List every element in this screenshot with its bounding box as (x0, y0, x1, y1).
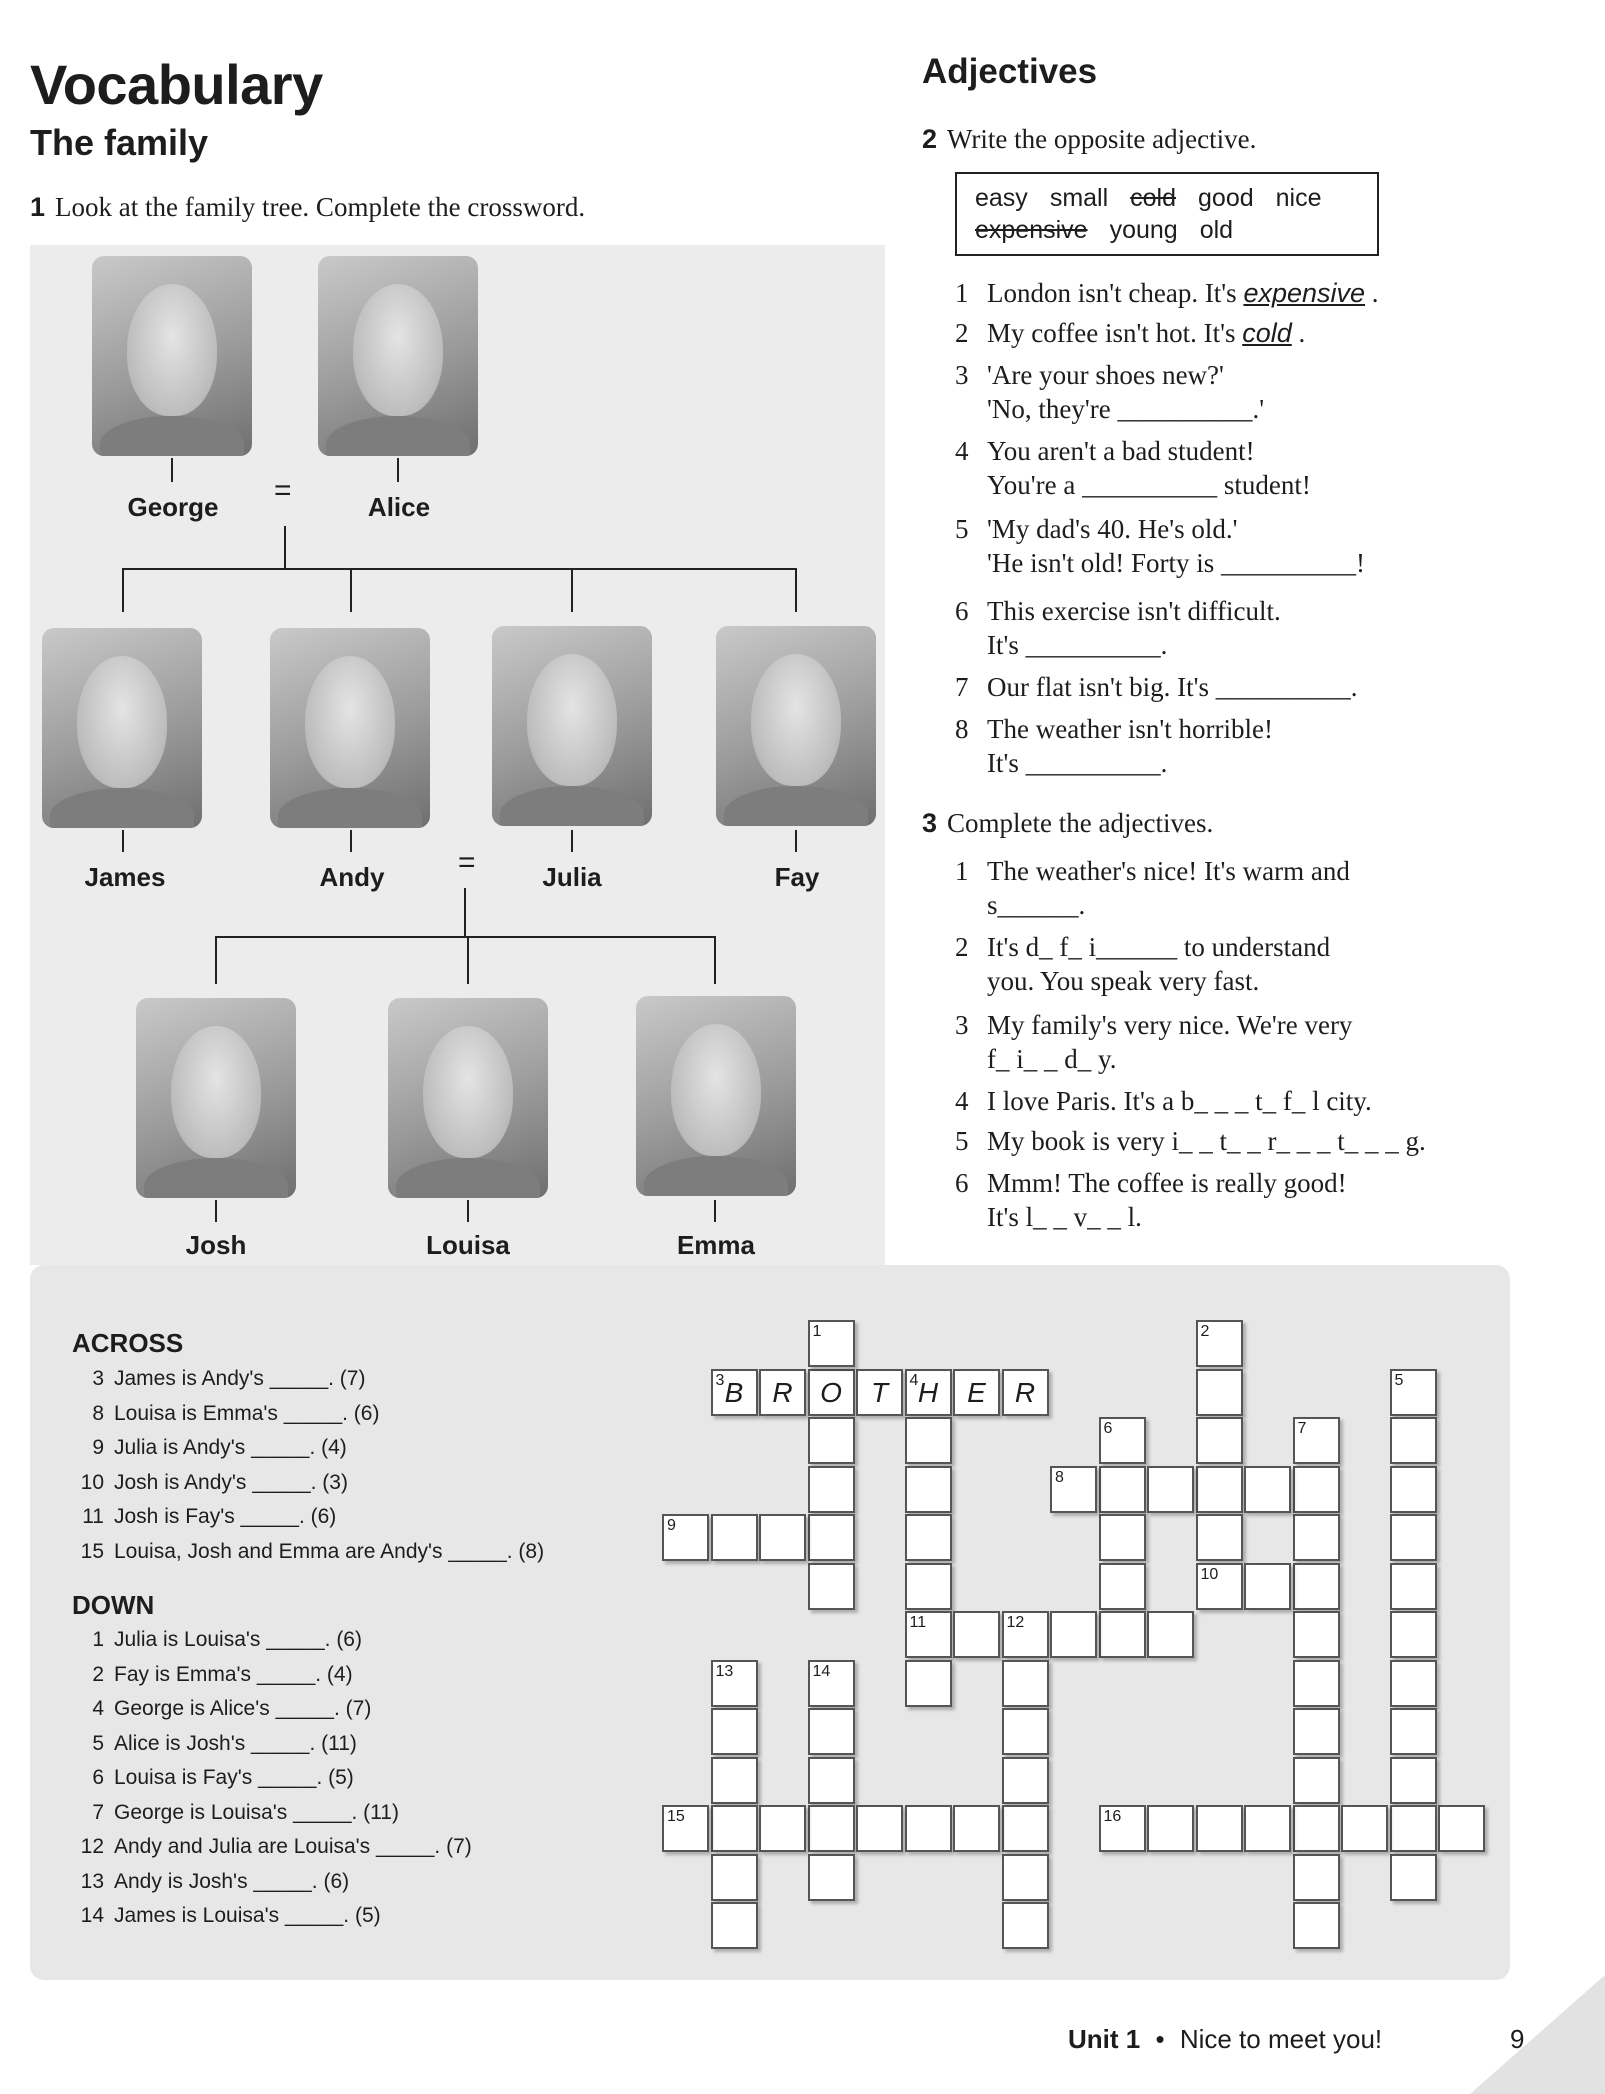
crossword-cell[interactable] (1147, 1805, 1194, 1852)
crossword-cell[interactable] (905, 1805, 952, 1852)
clue-number: 15 (80, 1539, 104, 1563)
crossword-cell[interactable] (1147, 1466, 1194, 1513)
crossword-cell[interactable] (1244, 1805, 1291, 1852)
crossword-cell[interactable] (905, 1417, 952, 1464)
crossword-cell[interactable] (1390, 1369, 1437, 1416)
photo-louisa (388, 998, 548, 1198)
cell-number: 11 (909, 1614, 927, 1631)
crossword-cell[interactable] (1293, 1660, 1340, 1707)
clue-item (72, 1801, 399, 1825)
clue-number: 11 (82, 1505, 104, 1528)
crossword-cell[interactable] (1390, 1417, 1437, 1464)
word-box-word: cold (1130, 184, 1177, 212)
item-text: My family's very nice. We're very f_ i_ _ d_ y. (987, 1010, 1353, 1074)
item-number: 3 (955, 360, 969, 390)
across-heading: ACROSS (72, 1328, 184, 1358)
footer-unit (1068, 2024, 1382, 2055)
crossword-cell[interactable] (1147, 1611, 1194, 1658)
crossword-cell[interactable] (1099, 1563, 1146, 1610)
crossword-cell[interactable] (905, 1660, 952, 1707)
tree-line (122, 568, 124, 612)
item-text: The weather's nice! It's warm and s______. (987, 856, 1350, 920)
crossword-cell[interactable] (1293, 1417, 1340, 1464)
item-text: Mmm! The coffee is really good! It's l_ _ v_ _ l. (987, 1168, 1347, 1232)
clue-number: 3 (92, 1367, 104, 1390)
clue-number: 10 (80, 1470, 104, 1494)
crossword-cell[interactable] (1196, 1369, 1243, 1416)
crossword-cell[interactable] (905, 1563, 952, 1610)
cell-number: 7 (1297, 1420, 1307, 1437)
name-andy: Andy (319, 862, 385, 892)
tree-line (171, 458, 173, 482)
item-text: It's d_ f_ i______ to understand you. You speak very fast. (987, 932, 1331, 996)
section-title: Vocabulary (30, 53, 323, 116)
crossword-cell[interactable] (711, 1757, 758, 1804)
tree-line (571, 568, 573, 612)
clue-number: 6 (92, 1766, 104, 1789)
cell-number: 10 (1200, 1565, 1219, 1583)
crossword-cell[interactable] (856, 1805, 903, 1852)
item-number: 1 (955, 856, 969, 886)
crossword-cell[interactable] (808, 1757, 855, 1804)
cell-number: 4 (909, 1371, 919, 1389)
crossword-cell[interactable] (1293, 1563, 1340, 1610)
word-box-word: young (1109, 216, 1178, 244)
item-number: 2 (955, 932, 969, 962)
crossword-cell[interactable] (662, 1805, 709, 1852)
cell-letter: E (967, 1376, 986, 1408)
crossword-cell[interactable] (1293, 1611, 1340, 1658)
crossword-cell[interactable] (953, 1611, 1000, 1658)
clue-text: Josh is Andy's _____. (3) (114, 1470, 348, 1494)
item-text: Our flat isn't big. It's __________. (987, 672, 1358, 702)
unit-label: Unit 1 (1068, 2024, 1141, 2054)
marriage-sign: = (458, 846, 476, 879)
crossword-cell[interactable] (1390, 1805, 1437, 1852)
crossword-cell[interactable] (1293, 1805, 1340, 1852)
cell-number: 8 (1055, 1468, 1064, 1486)
crossword-cell[interactable] (1050, 1611, 1097, 1658)
photo-josh (136, 998, 296, 1198)
crossword-cell[interactable] (1244, 1466, 1291, 1513)
clue-number: 8 (92, 1401, 104, 1425)
clue-text: Julia is Louisa's _____. (6) (114, 1628, 362, 1651)
clue-item (72, 1870, 349, 1894)
tree-line (714, 1200, 716, 1222)
name-george: George (127, 492, 219, 522)
clue-item (72, 1505, 336, 1529)
adjectives-title: Adjectives (922, 52, 1098, 91)
clue-item (72, 1540, 544, 1564)
crossword-cell[interactable] (1390, 1757, 1437, 1804)
clue-text: George is Alice's _____. (7) (114, 1697, 372, 1720)
crossword-cell[interactable] (711, 1902, 758, 1949)
cell-number: 13 (715, 1662, 734, 1680)
tree-line (284, 526, 286, 568)
item-text: I love Paris. It's a b_ _ _ t_ f_ l city. (987, 1086, 1372, 1116)
item-text: 'Are your shoes new?' 'No, they're __________.' (987, 360, 1265, 424)
item-number: 7 (955, 672, 969, 702)
clue-text: George is Louisa's _____. (11) (114, 1800, 399, 1824)
crossword-cell[interactable] (1196, 1320, 1243, 1367)
clue-text: Andy is Josh's _____. (6) (114, 1869, 350, 1893)
cell-number: 16 (1103, 1808, 1122, 1825)
crossword-cell[interactable] (1002, 1369, 1049, 1416)
item-text: This exercise isn't difficult. It's __________. (987, 596, 1281, 660)
name-louisa: Louisa (426, 1230, 510, 1260)
crossword-cell[interactable] (1293, 1854, 1340, 1901)
item-answer-line[interactable]: f_ i_ _ d_ y. (987, 1044, 1117, 1074)
clue-item (72, 1697, 371, 1721)
tree-line (464, 888, 466, 936)
crossword-cell[interactable] (905, 1466, 952, 1513)
tree-line (122, 830, 124, 852)
crossword-cell[interactable] (808, 1660, 855, 1707)
clue-text: James is Louisa's _____. (5) (114, 1904, 381, 1927)
item-number: 2 (955, 318, 969, 348)
marriage-sign: = (274, 474, 292, 507)
crossword-cell[interactable] (808, 1708, 855, 1755)
crossword-cell[interactable] (808, 1417, 855, 1464)
cell-letter: R (1014, 1376, 1036, 1408)
example-answer: cold (1242, 318, 1292, 348)
down-heading: DOWN (72, 1590, 155, 1620)
crossword-cell[interactable] (711, 1369, 758, 1416)
item-text: My coffee isn't hot. It's cold . (987, 318, 1306, 348)
exercise-3-instruction (922, 808, 1213, 839)
clue-text: Andy and Julia are Louisa's _____. (7) (114, 1835, 472, 1858)
clue-number: 12 (80, 1835, 104, 1858)
crossword-cell[interactable] (1390, 1563, 1437, 1610)
item-answer-line[interactable]: s______. (987, 890, 1086, 920)
clue-number: 5 (92, 1731, 104, 1755)
crossword-cell[interactable] (808, 1320, 855, 1367)
word-box-word: good (1198, 184, 1254, 212)
crossword-cell[interactable] (1002, 1902, 1049, 1949)
crossword-cell[interactable] (808, 1466, 855, 1513)
crossword-cell[interactable] (1390, 1611, 1437, 1658)
name-julia: Julia (542, 862, 602, 892)
tree-line (350, 830, 352, 852)
clue-number: 9 (92, 1436, 104, 1459)
exercise-number: 3 (922, 808, 938, 838)
page-corner (1470, 1975, 1605, 2094)
crossword-cell[interactable] (1099, 1514, 1146, 1561)
photo-alice (318, 256, 478, 456)
clue-item (72, 1402, 379, 1426)
item-answer-line[interactable]: 'He isn't old! Forty is __________! (987, 548, 1365, 578)
crossword-cell[interactable] (759, 1805, 806, 1852)
tree-line (350, 568, 352, 612)
cell-letter: B (724, 1376, 744, 1408)
cell-letter: H (917, 1376, 939, 1408)
clue-item (72, 1663, 353, 1687)
photo-andy (270, 628, 430, 828)
crossword-cell[interactable] (662, 1514, 709, 1561)
item-answer-line[interactable]: It's l_ _ v_ _ l. (987, 1202, 1142, 1232)
item-number: 6 (955, 596, 969, 626)
instruction-text: Look at the family tree. Complete the crossword. (55, 192, 586, 222)
exercise-1-instruction (30, 192, 585, 223)
tree-line (467, 1200, 469, 1222)
clue-item (72, 1732, 357, 1756)
cell-letter: T (870, 1376, 889, 1408)
item-text: The weather isn't horrible! It's __________. (987, 714, 1274, 778)
crossword-cell[interactable] (905, 1369, 952, 1416)
crossword-cell[interactable] (1293, 1466, 1340, 1513)
crossword-cell[interactable] (1002, 1805, 1049, 1852)
crossword-cell[interactable] (1293, 1757, 1340, 1804)
crossword-cell[interactable] (711, 1660, 758, 1707)
name-fay: Fay (774, 862, 820, 892)
crossword-cell[interactable] (1099, 1417, 1146, 1464)
clue-text: Fay is Emma's _____. (4) (114, 1662, 353, 1686)
clue-text: Josh is Fay's _____. (6) (114, 1505, 337, 1528)
item-number: 1 (955, 278, 969, 308)
clue-number: 7 (92, 1800, 104, 1824)
cell-number: 5 (1394, 1371, 1404, 1389)
exercise-number: 1 (30, 192, 46, 222)
item-number: 3 (955, 1010, 969, 1040)
crossword-cell[interactable] (1196, 1514, 1243, 1561)
cell-number: 12 (1006, 1614, 1025, 1631)
section-subtitle: The family (30, 122, 209, 163)
item-number: 5 (955, 1126, 969, 1156)
clue-item (72, 1471, 348, 1495)
crossword-cell[interactable] (1196, 1563, 1243, 1610)
instruction-text: Write the opposite adjective. (947, 124, 1257, 154)
clue-number: 2 (92, 1662, 104, 1686)
word-box-word: small (1049, 184, 1109, 212)
crossword-cell[interactable] (1002, 1854, 1049, 1901)
tree-line (467, 936, 469, 984)
clue-item (72, 1835, 472, 1859)
clue-text: Alice is Josh's _____. (11) (114, 1731, 357, 1755)
item-answer-line[interactable]: It's __________. (987, 748, 1168, 778)
crossword-cell[interactable] (1390, 1708, 1437, 1755)
cell-number: 1 (812, 1323, 822, 1340)
item-answer-line[interactable]: It's __________. (987, 630, 1168, 660)
crossword-cell[interactable] (808, 1563, 855, 1610)
crossword-cell[interactable] (1293, 1514, 1340, 1561)
crossword-cell[interactable] (808, 1854, 855, 1901)
photo-james (42, 628, 202, 828)
tree-line (397, 458, 399, 482)
item-text: You aren't a bad student! You're a __________ student! (987, 436, 1311, 500)
tree-line (122, 568, 796, 570)
crossword-cell[interactable] (1099, 1611, 1146, 1658)
clue-number: 4 (92, 1697, 104, 1720)
clue-number: 13 (80, 1869, 104, 1893)
crossword-cell[interactable] (953, 1369, 1000, 1416)
name-emma: Emma (676, 1230, 756, 1260)
photo-fay (716, 626, 876, 826)
tree-line (795, 830, 797, 852)
photo-emma (636, 996, 796, 1196)
clue-text: Louisa is Fay's _____. (5) (114, 1766, 354, 1789)
clue-text: Louisa, Josh and Emma are Andy's _____. (8) (114, 1539, 545, 1563)
item-number: 8 (955, 714, 969, 744)
item-number: 6 (955, 1168, 969, 1198)
crossword-cell[interactable] (1002, 1757, 1049, 1804)
item-text: London isn't cheap. It's expensive . (987, 278, 1379, 308)
crossword-cell[interactable] (1196, 1805, 1243, 1852)
crossword-cell[interactable] (1390, 1466, 1437, 1513)
crossword-cell[interactable] (759, 1369, 806, 1416)
page-number: 9 (1510, 2024, 1525, 2054)
clue-item (72, 1436, 347, 1460)
crossword-cell[interactable] (905, 1514, 952, 1561)
crossword-cell[interactable] (1341, 1805, 1388, 1852)
clue-item (72, 1766, 354, 1790)
clue-number: 1 (92, 1628, 104, 1651)
crossword-cell[interactable] (711, 1805, 758, 1852)
crossword-cell[interactable] (1099, 1805, 1146, 1852)
crossword-cell[interactable] (856, 1369, 903, 1416)
clue-item (72, 1628, 362, 1652)
photo-george (92, 256, 252, 456)
crossword-cell[interactable] (1293, 1708, 1340, 1755)
tree-line (215, 1200, 217, 1222)
cell-number: 3 (715, 1371, 725, 1389)
crossword-cell[interactable] (1390, 1854, 1437, 1901)
word-box-word: nice (1275, 184, 1322, 212)
tree-line (215, 936, 217, 984)
name-josh: Josh (185, 1230, 247, 1260)
cell-number: 14 (812, 1662, 831, 1680)
word-box-word: expensive (975, 216, 1088, 244)
word-box (955, 172, 1379, 256)
item-text: 'My dad's 40. He's old.' 'He isn't old! Forty is __________! (987, 514, 1365, 578)
crossword-cell[interactable] (759, 1514, 806, 1561)
crossword-cell[interactable] (953, 1805, 1000, 1852)
item-number: 5 (955, 514, 969, 544)
crossword-cell[interactable] (1293, 1902, 1340, 1949)
item-number: 4 (955, 1086, 969, 1116)
crossword-cell[interactable] (808, 1514, 855, 1561)
word-box-word: easy (975, 184, 1028, 212)
name-alice: Alice (367, 492, 431, 522)
crossword-cell[interactable] (808, 1369, 855, 1416)
item-answer-line[interactable]: You're a __________ student! (987, 470, 1311, 500)
clue-text: James is Andy's _____. (7) (114, 1367, 366, 1390)
crossword-cell[interactable] (1099, 1466, 1146, 1513)
crossword-cell[interactable] (1002, 1660, 1049, 1707)
crossword-cell[interactable] (1390, 1660, 1437, 1707)
crossword-cell[interactable] (905, 1611, 952, 1658)
clue-text: Louisa is Emma's _____. (6) (114, 1401, 380, 1425)
crossword-cell[interactable] (1050, 1466, 1097, 1513)
clue-text: Julia is Andy's _____. (4) (114, 1436, 347, 1459)
crossword-cell[interactable] (711, 1708, 758, 1755)
item-text: My book is very i_ _ t_ _ r_ _ _ t_ _ _ g. (987, 1126, 1426, 1156)
cell-number: 15 (667, 1808, 685, 1825)
crossword-cell[interactable] (711, 1514, 758, 1561)
crossword-cell[interactable] (808, 1805, 855, 1852)
item-answer-line[interactable]: 'No, they're __________.' (987, 394, 1265, 424)
unit-title: Nice to meet you! (1179, 2024, 1383, 2054)
crossword-cell[interactable] (1196, 1417, 1243, 1464)
cell-number: 6 (1103, 1420, 1113, 1437)
tree-line (571, 830, 573, 852)
item-answer-line[interactable]: you. You speak very fast. (987, 966, 1260, 996)
footer-bullet: • (1155, 2024, 1165, 2054)
tree-line (714, 936, 716, 984)
clue-item (72, 1367, 365, 1391)
cell-letter: O (820, 1376, 842, 1408)
cell-number: 2 (1200, 1323, 1210, 1340)
exercise-number: 2 (922, 124, 938, 154)
name-james: James (84, 862, 166, 892)
tree-line (215, 936, 715, 938)
crossword-cell[interactable] (1438, 1805, 1485, 1852)
example-answer: expensive (1243, 278, 1366, 308)
crossword-cell[interactable] (1244, 1563, 1291, 1610)
cell-letter: R (772, 1376, 793, 1408)
tree-line (795, 568, 797, 612)
item-number: 4 (955, 436, 969, 466)
crossword-cell[interactable] (1002, 1708, 1049, 1755)
crossword-cell[interactable] (1002, 1611, 1049, 1658)
word-box-word: old (1199, 216, 1234, 244)
clue-number: 14 (80, 1904, 104, 1927)
instruction-text: Complete the adjectives. (947, 808, 1214, 838)
crossword-cell[interactable] (711, 1854, 758, 1901)
crossword-cell[interactable] (1390, 1514, 1437, 1561)
clue-item (72, 1904, 381, 1928)
cell-number: 9 (667, 1517, 676, 1534)
photo-julia (492, 626, 652, 826)
crossword-cell[interactable] (1196, 1466, 1243, 1513)
exercise-2-instruction (922, 124, 1256, 155)
